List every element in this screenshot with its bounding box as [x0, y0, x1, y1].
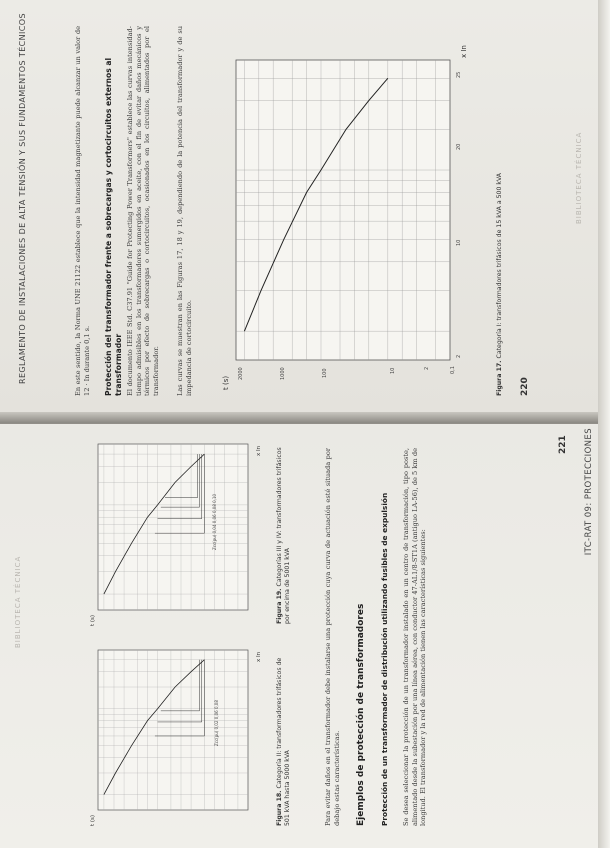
body-paragraph-2: Las curvas se muestran en las Figuras 17, 18 y 19, dependiendo de la potencia del transformador y de su impedancia de cortocircuito. — [176, 26, 193, 396]
section-title: Ejemplos de protección de transformadores — [356, 603, 366, 826]
x-tick-10: 10 — [456, 239, 462, 246]
x-tick-20: 20 — [456, 143, 462, 150]
page-header: ITC-RAT 09: PROTECCIONES — [584, 428, 594, 556]
figure-17-caption-text: Categoría I: transformadores trifásicos de 15 kVA a 500 kVA — [496, 172, 503, 359]
y-tick-1000: 1000 — [280, 367, 286, 380]
y-axis-label: t (s) — [222, 375, 230, 390]
body-paragraph-1: Para evitar daños en el transformador debe instalarse una protección cuya curva de actuación esté situada por debajo estas características. — [324, 448, 341, 826]
y-axis-label: t (s) — [90, 814, 96, 826]
figure-19-caption-text: Categorías III y IV: transformadores trifásicos por encima de 5001 kVA — [276, 447, 291, 624]
y-tick-10: 10 — [390, 367, 396, 374]
page-number: 220 — [520, 377, 530, 396]
figure-18-caption — [276, 648, 291, 826]
page-header: REGLAMENTO DE INSTALACIONES DE ALTA TENSIÓN Y SUS FUNDAMENTOS TÉCNICOS — [18, 13, 27, 384]
zcc-annotation: Zcc(pu) 0,04 0,06 0,08 0,10 — [212, 493, 217, 550]
figure-18-caption-text: Categoría II: transformadores trifásicos de 501 kVA hasta 5000 kVA — [276, 657, 291, 826]
page-edge — [598, 0, 610, 848]
figure-17-caption-label: Figura 17. — [496, 360, 503, 396]
y-axis-label: t (s) — [90, 614, 96, 626]
x-axis-label: x In — [256, 651, 262, 662]
body-paragraph-2: Se desea seleccionar la protección de un transformador instalado en un centro de transformación, tipo poste, alimentado desde la subestación por una línea aérea, con conductor 47-AL1/8-ST1A (antiguo LA-56), de 5 km de longitud. El transformador y la red de alimentación tienen las características siguientes: — [402, 448, 428, 826]
figure-17-chart — [208, 26, 488, 396]
subsection-title: Protección de un transformador de distribución utilizando fusibles de expulsión — [380, 492, 389, 826]
figure-18-chart — [80, 640, 270, 830]
figure-19-caption-label: Figura 19. — [276, 588, 283, 624]
y-tick-0-1: 0,1 — [450, 366, 456, 374]
figure-17-caption — [496, 26, 504, 396]
page-number: 221 — [558, 435, 568, 454]
x-tick-2: 2 — [456, 354, 462, 358]
y-tick-2: 2 — [424, 366, 430, 370]
x-axis-label: x In — [256, 445, 262, 456]
zcc-annotation: Zcc(pu) 0,02 0,06 0,08 — [214, 700, 219, 746]
right-page — [0, 424, 606, 848]
footer-watermark: BIBLIOTECA TÉCNICA — [14, 555, 22, 648]
y-tick-2000: 2000 — [238, 367, 244, 380]
intro-paragraph: En este sentido, la Norma UNE 21122 establece que la intensidad magnetizante puede alcanzar un valor de 12 · In durante 0,1 s. — [74, 26, 91, 396]
figure-19-chart — [80, 434, 270, 630]
left-page — [0, 0, 600, 424]
section-title: Protección del transformador frente a sobrecargas y cortocircuitos externos al transformador — [104, 57, 123, 396]
footer-watermark: BIBLIOTECA TÉCNICA — [575, 131, 583, 224]
y-tick-100: 100 — [322, 368, 328, 378]
x-tick-25: 25 — [456, 71, 462, 78]
x-axis-label: x In — [460, 45, 468, 58]
figure-19-caption — [276, 444, 291, 624]
figure-18-caption-label: Figura 18. — [276, 790, 283, 826]
body-paragraph-1: El documento IEEE Std. C37.91 "Guide for Protecting Power Transformers" establece las curvas intensidad-tiempo admisibles en los transformadores sumergidos en aceite, con el fin de evitar daños mecánicos y térmicos por efecto de sobrecargas o cortocircuitos, ocasionados en los circuitos, alimentados por el transformador. — [126, 26, 160, 396]
